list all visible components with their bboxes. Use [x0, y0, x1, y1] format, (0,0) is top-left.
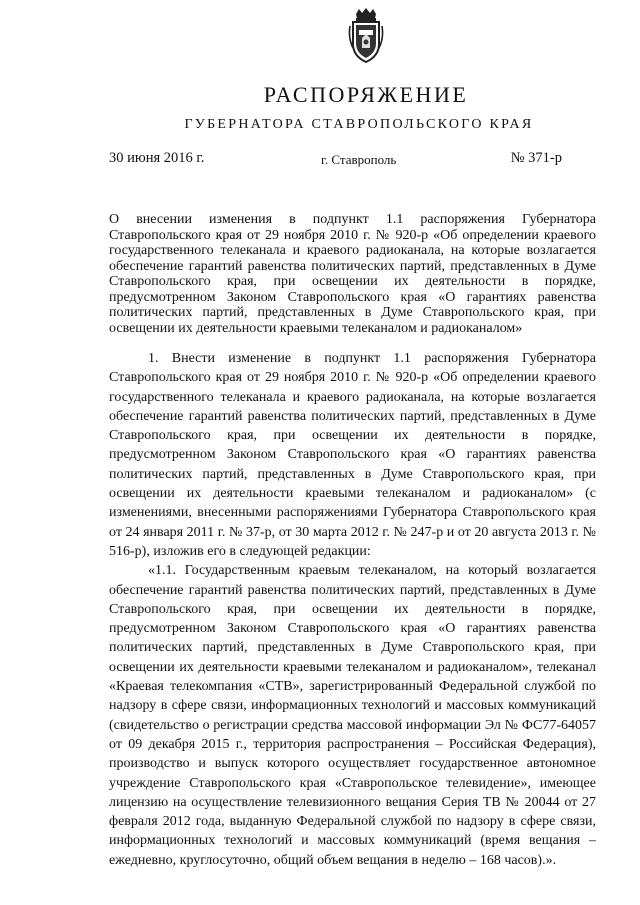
stavropol-coat-of-arms-icon [347, 8, 385, 64]
document-number: № 371-р [510, 150, 562, 166]
body-paragraph: 1. Внести изменение в подпункт 1.1 распоряжения Губернатора Ставропольского края от 29 ноября 2010 г. № 920-р «Об определении краевого государственного телеканала и краевого радиоканала, на которые возлагается обеспечение гарантий равенства политических партий, представленных в Думе Ставропольского края, при освещении их деятельности в порядке, предусмотренном Законом Ставропольского края «О гарантиях равенства политических партий, представленных в Думе Ставропольского края, при освещении их деятельности краевыми телеканалом и радиоканалом» (с изменениями, внесенными распоряжениями Губернатора Ставропольского края от 24 января 2011 г. № 37-р, от 30 марта 2012 г. № 247-р и от 20 августа 2013 г. № 516-р), изложив его в следующей редакции: [109, 351, 596, 559]
document-subject: О внесении изменения в подпункт 1.1 распоряжения Губернатора Ставропольского края от 29 ноября 2010 г. № 920-р «Об определении краевого государственного телеканала и краевого радиоканала, на которые возлагается обеспечение гарантий равенства политических партий, представленных в Думе Ставропольского края, при освещении их деятельности в порядке, предусмотренном Законом Ставропольского края «О гарантиях равенства политических партий, представленных в Думе Ставропольского края, при освещении их деятельности краевыми телеканалом и радиоканалом» [109, 212, 596, 336]
document-body [109, 349, 596, 870]
document-subtitle: ГУБЕРНАТОРА СТАВРОПОЛЬСКОГО КРАЯ [184, 117, 534, 132]
document-city: г. Ставрополь [321, 152, 397, 167]
document-title: РАСПОРЯЖЕНИЕ [263, 82, 469, 107]
body-paragraph: «1.1. Государственным краевым телеканалом, на который возлагается обеспечение гарантий равенства политических партий, представленных в Думе Ставропольского края, при освещении их деятельности в порядке, предусмотренном Законом Ставропольского края «О гарантиях равенства политических партий, представленных в Думе Ставропольского края, при освещении их деятельности краевыми телеканалом и радиоканалом», телеканал «Краевая телекомпания «СТВ», зарегистрированный Федеральной службой по надзору в сфере связи, информационных технологий и массовых коммуникаций (свидетельство о регистрации средства массовой информации Эл № ФС77-64057 от 09 декабря 2015 г., территория распространения – Российская Федерация), производство и выпуск которого осуществляет государственное автономное учреждение Ставропольского края «Ставропольское телевидение», имеющее лицензию на осуществление телевизионного вещания Серия ТВ № 20044 от 27 февраля 2012 года, выданную Федеральной службой по надзору в сфере связи, информационных технологий и массовых коммуникаций (время вещания – ежедневно, круглосуточно, общий объем вещания в неделю – 168 часов).». [109, 563, 596, 868]
document-date: 30 июня 2016 г. [109, 150, 205, 166]
